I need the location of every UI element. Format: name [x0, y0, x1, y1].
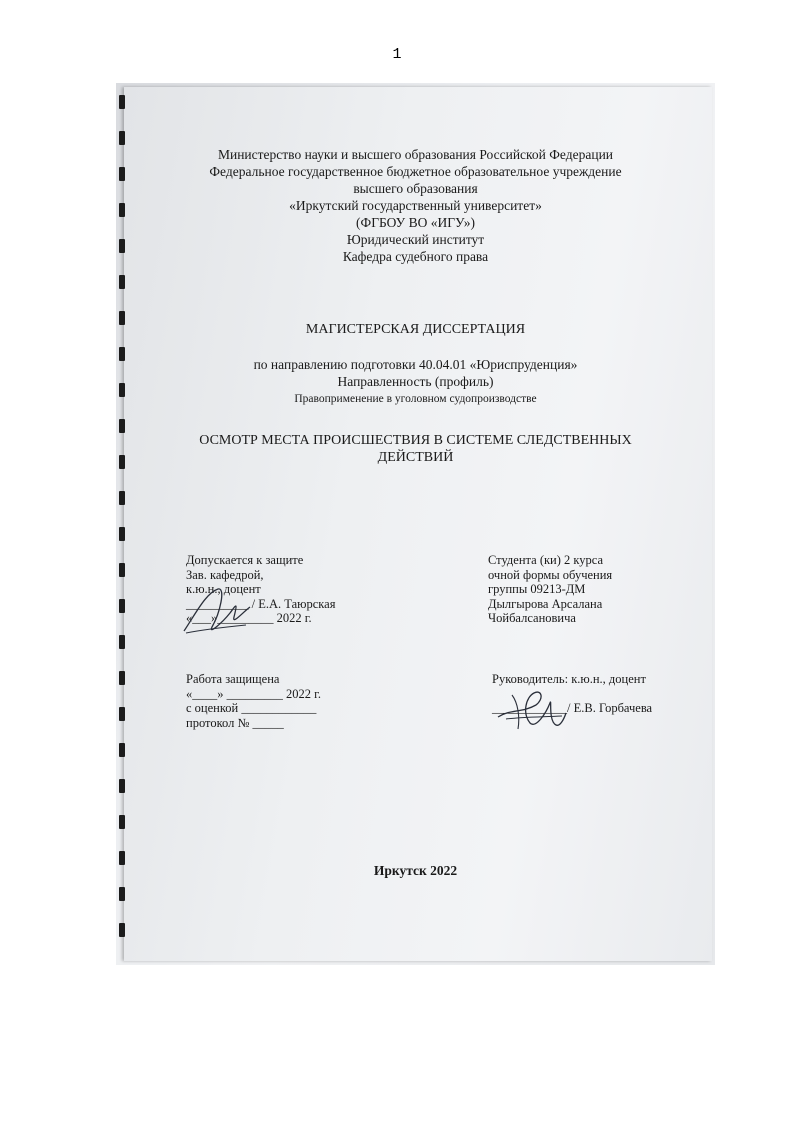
binding-hole: [119, 635, 125, 649]
student-name: Дылгырова Арсалана: [488, 596, 603, 611]
defense-grade-line: с оценкой ____________: [186, 701, 317, 715]
binding-hole: [119, 887, 125, 901]
student-line: очной формы обучения: [488, 567, 613, 582]
binding-hole: [119, 131, 125, 145]
binding-hole: [119, 923, 125, 937]
handwritten-signature-icon: [176, 583, 266, 643]
binding-hole: [119, 95, 125, 109]
supervisor-signature-line: ____________/ Е.В. Горбачева: [492, 700, 653, 715]
institution-line-2: высшего образования: [353, 181, 478, 196]
student-group: группы 09213-ДМ: [488, 582, 586, 596]
page-number: 1: [392, 46, 402, 63]
student-patronymic: Чойбалсановича: [488, 611, 576, 625]
binding-hole: [119, 419, 125, 433]
admission-signature-line: __________ / Е.А. Таюрская: [186, 596, 336, 611]
binding-hole: [119, 563, 125, 577]
binding-hole: [119, 743, 125, 757]
defense-line: Работа защищена: [186, 672, 280, 686]
student-line: Студента (ки) 2 курса: [488, 553, 604, 567]
ministry-line: Министерство науки и высшего образования Российской Федерации: [217, 147, 614, 162]
handwritten-signature-icon: [492, 683, 572, 735]
binding-hole: [119, 527, 125, 541]
profile-name: Правоприменение в уголовном судопроизводстве: [294, 393, 537, 405]
defense-protocol-line: протокол № _____: [186, 715, 284, 730]
binding-hole: [119, 275, 125, 289]
profile-label: Направленность (профиль): [337, 374, 494, 389]
admission-date-line: «___»_________ 2022 г.: [186, 611, 312, 625]
binding-hole: [119, 815, 125, 829]
binding-hole: [119, 671, 125, 685]
thesis-title-line-1: ОСМОТР МЕСТА ПРОИСШЕСТВИЯ В СИСТЕМЕ СЛЕДСТВЕННЫХ: [199, 433, 632, 448]
binding-hole: [119, 491, 125, 505]
thesis-type: МАГИСТЕРСКАЯ ДИССЕРТАЦИЯ: [305, 322, 526, 337]
department-name: Кафедра судебного права: [342, 249, 489, 264]
university-abbr: (ФГБОУ ВО «ИГУ»): [356, 215, 475, 230]
thesis-direction: по направлению подготовки 40.04.01 «Юриспруденция»: [253, 357, 578, 372]
admission-line: к.ю.н., доцент: [186, 582, 261, 596]
defense-block: [186, 672, 321, 730]
city-year: Иркутск 2022: [373, 863, 458, 878]
thesis-title-line-2: ДЕЙСТВИЙ: [377, 450, 454, 465]
document-photo: [116, 83, 715, 965]
student-block: [488, 553, 612, 626]
binding-hole: [119, 599, 125, 613]
binding-hole: [119, 779, 125, 793]
institution-line: Федеральное государственное бюджетное образовательное учреждение: [209, 164, 622, 179]
institute-name: Юридический институт: [346, 232, 485, 247]
admission-line: Зав. кафедрой,: [186, 567, 264, 582]
defense-date-line: «____» _________ 2022 г.: [186, 686, 321, 701]
supervisor-title: Руководитель: к.ю.н., доцент: [492, 672, 646, 686]
binding-hole: [119, 707, 125, 721]
university-name: «Иркутский государственный университет»: [289, 198, 542, 213]
admission-line: Допускается к защите: [186, 553, 304, 567]
